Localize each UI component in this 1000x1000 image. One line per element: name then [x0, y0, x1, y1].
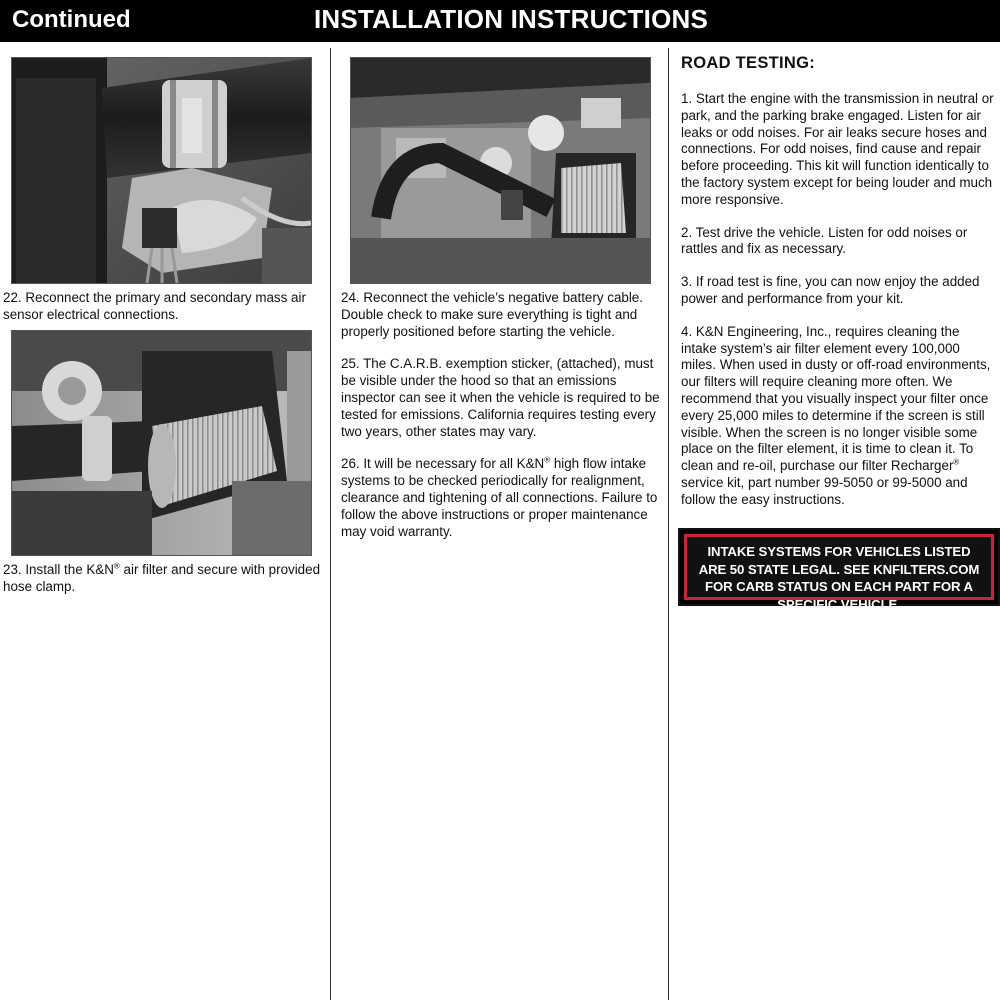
- road-test-step-1: 1. Start the engine with the transmission in neutral or park, and the parking brake engaged. Listen for air leaks or odd noises. For air leaks secure hoses and connections. For odd noises, find cause and repair before proceeding. This kit will function identically to the factory system except for being louder and much more responsive.: [681, 91, 994, 207]
- step-26-text: [341, 456, 661, 540]
- continued-label: Continued: [12, 6, 131, 33]
- step-23-text: [3, 562, 325, 595]
- step-26-text-end: high flow intake systems to be checked periodically for realignment, clearance and tightening of all connections. Failure to follow the above instructions or proper maintenance may void warranty.: [341, 456, 658, 539]
- road-testing-section: [681, 54, 997, 525]
- road-test-step-4: [681, 324, 997, 509]
- carb-legal-notice-text: INTAKE SYSTEMS FOR VEHICLES LISTED ARE 50 STATE LEGAL. SEE KNFILTERS.COM FOR CARB STATUS ON EACH PART FOR A SPECIFIC VEHICLE.: [684, 534, 994, 600]
- road-test-step-3: 3. If road test is fine, you can now enjoy the added power and performance from your kit.: [681, 274, 980, 306]
- column-divider-2: [668, 48, 669, 1000]
- air-filter-installed-photo: [11, 330, 312, 556]
- mass-air-sensor-connector-photo: [11, 57, 312, 284]
- carb-legal-notice: [678, 528, 1000, 612]
- step-25-text: 25. The C.A.R.B. exemption sticker, (attached), must be visible under the hood so that an emissions inspector can see it when the vehicle is required to be tested for emissions. California requires testing every two years, other states may vary.: [341, 356, 660, 439]
- step-22-text: 22. Reconnect the primary and secondary mass air sensor electrical connections.: [3, 290, 306, 322]
- step-23-text-start: 23. Install the K&N: [3, 562, 114, 577]
- steps-24-26: [341, 290, 661, 556]
- road-test-step-4-start: 4. K&N Engineering, Inc., requires cleaning the intake system’s air filter element every 100,000 miles. When used in dusty or off-road environments, our filters will require cleaning more often. We recommend that you visually inspect your filter once every 25,000 miles to determine if the screen is still visible. When the screen is no longer visible some place on the filter element, it is time to clean it. To clean and re-oil, purchase our filter Recharger: [681, 323, 991, 474]
- step-23-text-end: air filter and secure with provided hose clamp.: [3, 562, 321, 594]
- road-testing-heading: ROAD TESTING:: [681, 54, 816, 72]
- column-divider-1: [330, 48, 331, 1000]
- engine-bay-overview-photo: [350, 57, 651, 284]
- registered-mark: ®: [953, 457, 960, 467]
- road-test-step-4-end: service kit, part number 99-5050 or 99-5000 and follow the easy instructions.: [681, 474, 968, 507]
- step-24-text: 24. Reconnect the vehicle’s negative battery cable. Double check to make sure everything is tight and properly positioned before starting the vehicle.: [341, 290, 643, 339]
- page-title: INSTALLATION INSTRUCTIONS: [314, 4, 709, 34]
- registered-mark: ®: [544, 455, 551, 465]
- registered-mark: ®: [113, 561, 120, 571]
- page-header: [0, 0, 1000, 42]
- road-test-step-2: 2. Test drive the vehicle. Listen for odd noises or rattles and fix as necessary.: [681, 224, 968, 257]
- step-26-text-start: 26. It will be necessary for all K&N: [341, 456, 545, 472]
